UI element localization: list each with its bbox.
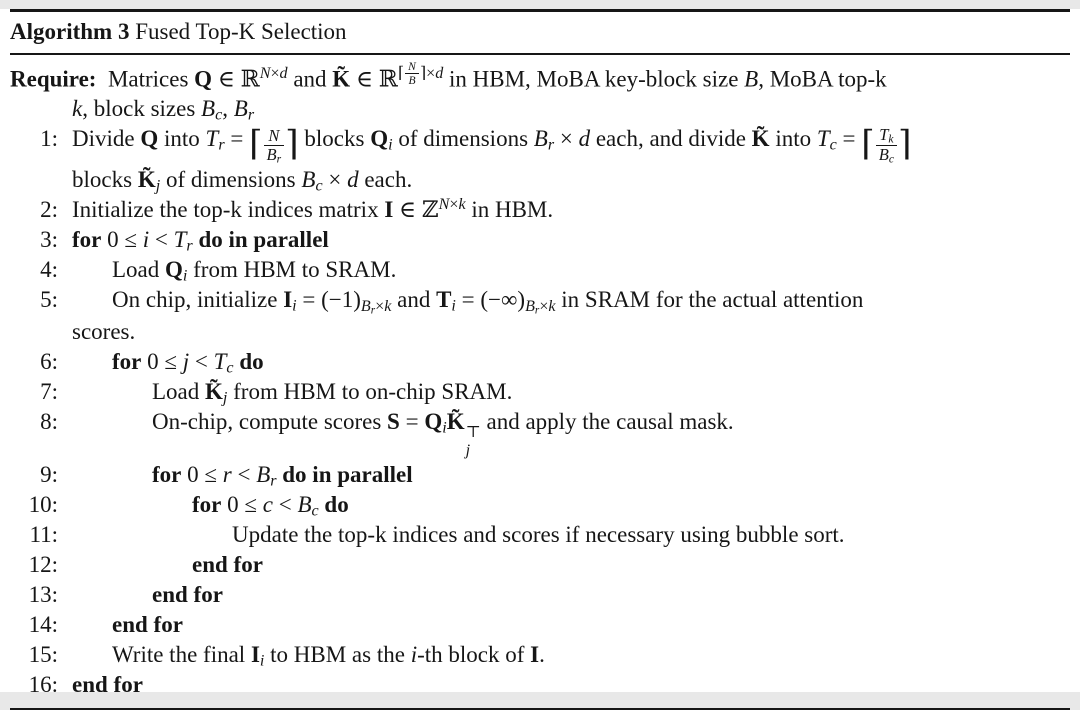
algo-line-10 xyxy=(10,490,1070,520)
require-line xyxy=(10,60,1070,94)
text-i: i xyxy=(451,297,456,315)
text-i: r xyxy=(218,136,225,154)
text-i: i xyxy=(410,642,418,668)
superscript xyxy=(439,196,466,213)
text-b: K̃ xyxy=(751,126,770,152)
subscript xyxy=(525,298,555,315)
text-i: B xyxy=(878,145,889,165)
text-big: ⌈ xyxy=(861,124,875,165)
text-i: B xyxy=(233,96,248,122)
text-b: Q xyxy=(424,408,443,434)
line-body xyxy=(112,255,1070,285)
text-r: of dimensions xyxy=(392,126,534,152)
text-r: . xyxy=(539,642,545,668)
text-i: N xyxy=(259,65,271,83)
text-r: and xyxy=(391,287,437,313)
text-r: , xyxy=(222,96,234,122)
subscript xyxy=(315,178,322,195)
text-r: and xyxy=(287,66,333,92)
text-r: = xyxy=(224,126,250,152)
text-r: in SRAM for the actual attention xyxy=(555,287,864,313)
text-r: Load xyxy=(112,257,166,283)
text-r: = (−1) xyxy=(296,287,361,313)
text-r: ⊤ xyxy=(465,424,481,442)
subscript xyxy=(830,137,837,154)
fraction-numerator xyxy=(264,127,285,146)
require-continuation xyxy=(10,94,1070,124)
line-number: 5: xyxy=(40,287,58,313)
line-body xyxy=(72,195,1070,225)
text-i: d xyxy=(279,65,288,83)
text-i: T xyxy=(816,126,830,152)
line-number: 1: xyxy=(40,126,58,152)
fraction xyxy=(876,126,897,165)
fraction-denominator xyxy=(405,73,419,87)
text-b: end for xyxy=(192,552,263,578)
subscript xyxy=(361,298,391,315)
line-number: 14: xyxy=(28,612,58,638)
text-i: T xyxy=(213,348,227,374)
text-r: -th block of xyxy=(417,642,531,668)
text-i: r xyxy=(370,304,376,317)
text-i: B xyxy=(744,66,759,92)
text-i: c xyxy=(226,359,234,377)
subscript xyxy=(888,133,893,146)
line-body xyxy=(112,610,1070,640)
algo-line-1-continuation-body xyxy=(72,165,1070,195)
algo-line-5 xyxy=(10,285,1070,316)
algo-line-8 xyxy=(10,407,1070,460)
text-b: end for xyxy=(72,672,143,698)
text-b: Q xyxy=(370,126,389,152)
text-r: × xyxy=(554,126,579,152)
line-body xyxy=(152,580,1070,610)
algo-line-6 xyxy=(10,347,1070,377)
text-i: r xyxy=(270,472,277,490)
text-b: K̃ xyxy=(205,378,223,404)
line-body xyxy=(72,124,1070,165)
text-i: k xyxy=(72,96,83,122)
algo-line-1 xyxy=(10,124,1070,165)
require-body xyxy=(10,60,1070,94)
line-number: 15: xyxy=(28,642,58,668)
text-i: k xyxy=(458,196,466,214)
subscript xyxy=(186,238,192,255)
text-r: each. xyxy=(358,167,413,193)
text-i: B xyxy=(301,167,316,193)
header-rule xyxy=(10,53,1070,55)
text-i: B xyxy=(525,297,535,315)
text-r: ∈ ℝ xyxy=(350,66,398,92)
line-number: 9: xyxy=(40,462,58,488)
text-r: × xyxy=(426,65,436,83)
text-i: c xyxy=(262,492,273,518)
text-r: scores. xyxy=(72,318,136,344)
text-i: B xyxy=(533,126,548,152)
text-i: N xyxy=(438,196,450,214)
line-number: 13: xyxy=(28,582,58,608)
text-b: for xyxy=(72,227,102,253)
text-r: 0 ≤ xyxy=(101,227,143,253)
text-r: Write the final xyxy=(112,642,251,668)
text-i: c xyxy=(311,502,319,520)
text-r: 0 ≤ xyxy=(181,462,223,488)
text-i: k xyxy=(384,297,392,315)
text-r: in HBM, MoBA key-block size xyxy=(443,66,745,92)
text-b: I xyxy=(250,642,260,668)
text-r: On-chip, compute scores xyxy=(152,408,388,434)
line-body xyxy=(72,670,1070,700)
line-number: 16: xyxy=(28,672,58,698)
line-number: 12: xyxy=(28,552,58,578)
line-number: 7: xyxy=(40,378,58,404)
text-i: N xyxy=(408,60,416,73)
subscript xyxy=(226,359,233,376)
line-body xyxy=(112,347,1070,377)
algo-line-13 xyxy=(10,580,1070,610)
text-b: do in parallel xyxy=(198,227,329,253)
text-i: j xyxy=(182,348,190,374)
text-b: do xyxy=(324,492,349,518)
text-i: B xyxy=(297,492,312,518)
line-body xyxy=(232,520,1070,550)
fraction-denominator xyxy=(876,145,897,165)
text-b: K̃ xyxy=(332,66,351,92)
superscript xyxy=(466,424,481,442)
text-r: On chip, initialize xyxy=(112,287,284,313)
text-b: for xyxy=(112,348,142,374)
text-b: K̃ xyxy=(446,408,465,434)
text-r: Fused Top-K Selection xyxy=(129,19,347,44)
algo-line-5-continuation-body xyxy=(72,317,1070,347)
text-r: × xyxy=(322,167,348,193)
text-b: for xyxy=(152,462,182,488)
line-body xyxy=(152,460,1070,490)
subscript xyxy=(270,473,276,490)
text-i: B xyxy=(360,297,371,315)
require-continuation-body xyxy=(72,94,1070,124)
text-i: B xyxy=(256,462,271,488)
fraction-denominator xyxy=(264,145,285,165)
text-r: Matrices xyxy=(96,66,195,92)
fraction xyxy=(405,60,419,87)
algo-line-1-continuation xyxy=(10,165,1070,195)
text-r: Initialize the top-k indices matrix xyxy=(72,197,385,223)
text-r: blocks xyxy=(298,126,371,152)
text-i: T xyxy=(205,126,219,152)
subscript xyxy=(277,153,282,166)
line-body xyxy=(152,407,1070,460)
algo-line-5-continuation xyxy=(10,317,1070,347)
algo-line-14 xyxy=(10,610,1070,640)
text-big: ⌈ xyxy=(249,124,263,165)
algo-line-4 xyxy=(10,255,1070,285)
algorithm-body xyxy=(10,60,1070,700)
fraction-numerator xyxy=(405,60,419,73)
line-body xyxy=(112,285,1070,316)
algo-line-15 xyxy=(10,640,1070,670)
text-r: blocks xyxy=(72,167,138,193)
algo-line-11 xyxy=(10,520,1070,550)
text-r: , block sizes xyxy=(82,96,202,122)
text-r: ⌈ xyxy=(397,65,405,83)
line-body xyxy=(192,490,1070,520)
text-i: B xyxy=(408,73,416,87)
text-i: k xyxy=(888,132,894,146)
algo-line-7 xyxy=(10,377,1070,407)
text-i: i xyxy=(182,267,188,285)
text-b: Algorithm 3 xyxy=(10,19,130,44)
text-r: each, and divide xyxy=(590,126,752,152)
text-i: T xyxy=(173,227,187,253)
text-i: j xyxy=(222,389,228,407)
text-i: B xyxy=(201,96,216,122)
text-b: do in parallel xyxy=(282,462,413,488)
algo-line-2 xyxy=(10,195,1070,225)
text-i: j xyxy=(465,442,471,460)
text-r: < xyxy=(272,492,298,518)
text-i: i xyxy=(259,652,265,670)
text-r: from HBM to on-chip SRAM. xyxy=(227,378,513,404)
text-i: i xyxy=(442,419,447,437)
text-b: K̃ xyxy=(137,167,156,193)
line-number: 2: xyxy=(40,197,58,223)
text-r: in HBM. xyxy=(465,197,554,223)
text-i: c xyxy=(315,177,323,195)
text-i: d xyxy=(347,167,359,193)
text-r: 0 ≤ xyxy=(221,492,263,518)
text-i: c xyxy=(888,152,894,166)
text-b: end for xyxy=(152,582,223,608)
text-i: r xyxy=(534,304,540,317)
text-i: r xyxy=(222,462,232,488)
algo-line-3 xyxy=(10,225,1070,255)
text-r: , MoBA top-k xyxy=(758,66,887,92)
fraction-numerator xyxy=(876,126,897,145)
text-b: Require: xyxy=(10,66,97,92)
algo-line-9 xyxy=(10,460,1070,490)
text-b: S xyxy=(387,408,400,434)
text-i: c xyxy=(215,106,223,124)
line-number: 8: xyxy=(40,408,58,434)
text-b: I xyxy=(530,642,540,668)
text-b: T xyxy=(436,287,452,313)
text-r: into xyxy=(769,126,817,152)
text-i: N xyxy=(268,125,280,145)
text-i: d xyxy=(578,126,591,152)
text-r: into xyxy=(158,126,206,152)
text-i: j xyxy=(155,177,161,195)
text-i: r xyxy=(186,237,193,255)
line-number: 11: xyxy=(29,522,58,548)
text-i: r xyxy=(276,152,282,166)
text-b: I xyxy=(384,197,394,223)
text-b: Q xyxy=(165,257,183,283)
text-r: and apply the causal mask. xyxy=(480,408,734,434)
text-r: 0 ≤ xyxy=(141,348,183,374)
text-big: ⌉ xyxy=(898,124,912,165)
text-r: × xyxy=(449,196,459,214)
text-r: Divide xyxy=(72,126,141,152)
text-b: Q xyxy=(194,66,213,92)
text-r: ∈ ℤ xyxy=(393,197,439,223)
line-number: 6: xyxy=(40,348,58,374)
algorithm-header xyxy=(10,12,1070,53)
line-number: 10: xyxy=(28,492,58,518)
subscript xyxy=(248,107,254,124)
text-r: × xyxy=(375,297,385,315)
text-i: B xyxy=(266,145,277,165)
text-b: for xyxy=(192,492,222,518)
text-i: d xyxy=(435,65,444,83)
text-r: = xyxy=(399,408,425,434)
subscript xyxy=(466,442,470,460)
line-body xyxy=(112,640,1070,670)
text-b: Q xyxy=(140,126,159,152)
subscript xyxy=(312,503,319,520)
text-r: of dimensions xyxy=(160,167,302,193)
algo-line-12 xyxy=(10,550,1070,580)
text-i: i xyxy=(292,297,297,315)
algorithm-figure xyxy=(0,9,1080,698)
text-i: r xyxy=(247,106,255,124)
super-sub-stack xyxy=(466,424,481,460)
text-r: × xyxy=(270,65,280,83)
subscript xyxy=(889,153,894,166)
text-r: from HBM to SRAM. xyxy=(187,257,397,283)
superscript xyxy=(397,60,444,87)
line-body xyxy=(152,377,1070,407)
text-r: Load xyxy=(152,378,206,404)
text-r: Update the top-k indices and scores if necessary using bubble sort. xyxy=(232,522,845,548)
text-r: = (−∞) xyxy=(455,287,526,313)
text-r: ∈ ℝ xyxy=(212,66,260,92)
text-b: end for xyxy=(112,612,183,638)
line-number: 4: xyxy=(40,257,58,283)
text-r: < xyxy=(149,227,174,253)
line-body xyxy=(72,225,1070,255)
text-i: c xyxy=(829,136,837,154)
text-i: T xyxy=(879,125,889,145)
text-r: = xyxy=(836,126,862,152)
text-i: r xyxy=(547,136,555,154)
text-r: ⌉ xyxy=(419,65,427,83)
text-i: k xyxy=(548,297,556,315)
text-b: I xyxy=(283,287,293,313)
text-i: i xyxy=(142,227,150,253)
superscript xyxy=(260,65,288,82)
algo-line-16 xyxy=(10,670,1070,700)
text-b: do xyxy=(239,348,264,374)
text-r: < xyxy=(189,348,214,374)
text-r: < xyxy=(231,462,257,488)
text-big: ⌉ xyxy=(285,124,299,165)
line-number: 3: xyxy=(40,227,58,253)
fraction xyxy=(264,127,285,166)
text-r: × xyxy=(539,297,549,315)
text-i: i xyxy=(388,136,393,154)
line-body xyxy=(192,550,1070,580)
text-r: to HBM as the xyxy=(264,642,411,668)
